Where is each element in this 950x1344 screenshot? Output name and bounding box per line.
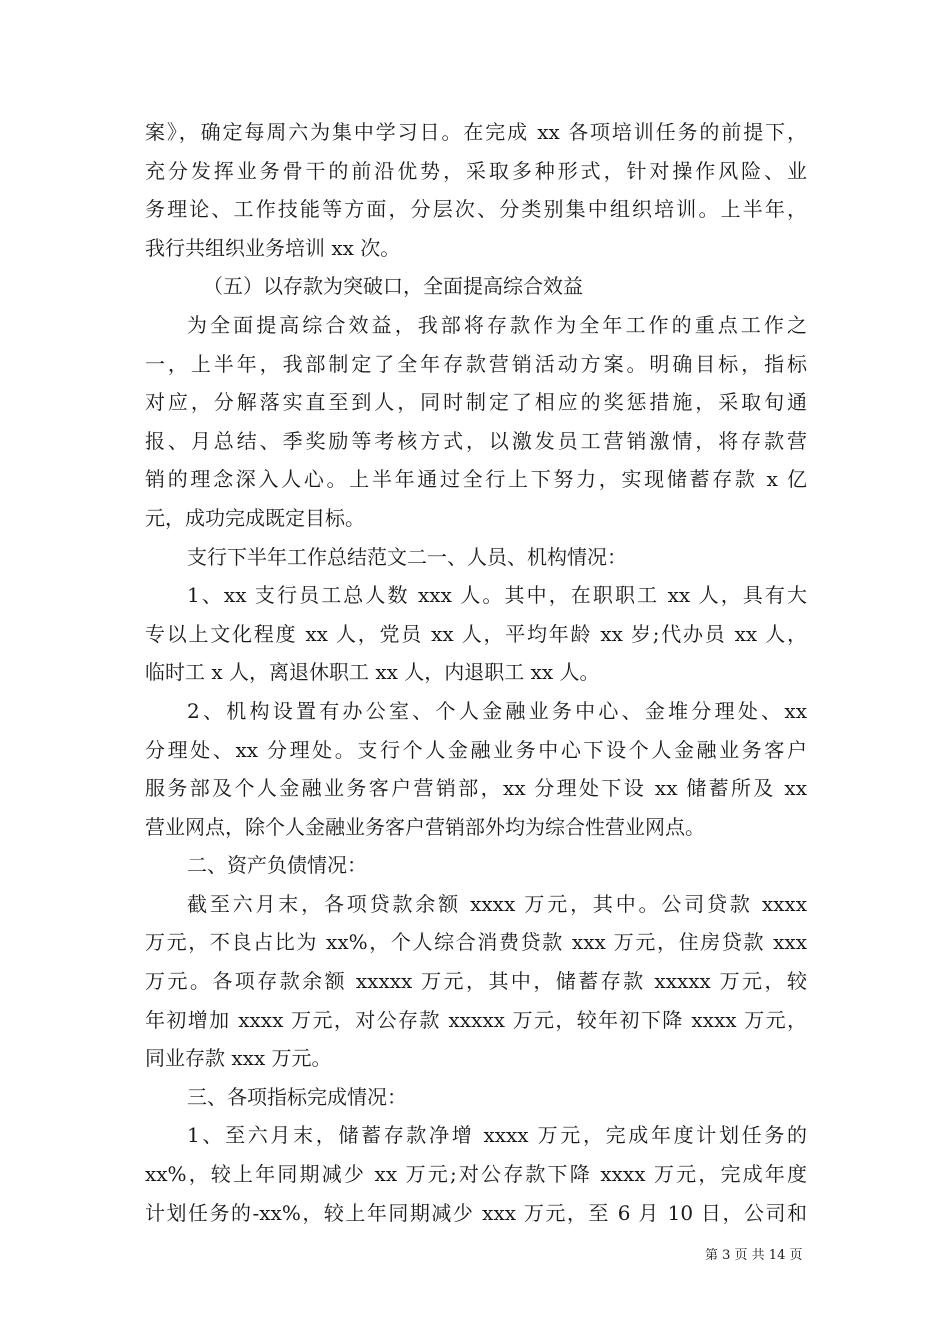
text-line: 1、至六月末，储蓄存款净增 xxxx 万元，完成年度计划任务的 [187, 1123, 807, 1148]
text-line: 一，上半年，我部制定了全年存款营销活动方案。明确目标，指标 [145, 351, 807, 376]
text-line: 年初增加 xxxx 万元，对公存款 xxxxx 万元，较年初下降 xxxx 万元， [145, 1007, 807, 1032]
text-line: 报、月总结、季奖励等考核方式，以激发员工营销激情，将存款营 [145, 428, 807, 453]
text-line: 为全面提高综合效益，我部将存款作为全年工作的重点工作之 [187, 312, 807, 337]
text-line: 三、各项指标完成情况： [187, 1084, 407, 1109]
text-line: 二、资产负债情况： [187, 853, 367, 878]
page-number: 第 3 页 共 14 页 [705, 1248, 803, 1263]
text-line: 计划任务的-xx%，较上年同期减少 xxx 万元，至 6 月 10 日，公司和 [145, 1200, 807, 1225]
text-line: xx%，较上年同期减少 xx 万元;对公存款下降 xxxx 万元，完成年度 [145, 1162, 807, 1187]
text-line: 销的理念深入人心。上半年通过全行上下努力，实现储蓄存款 x 亿 [145, 467, 807, 492]
text-line: 我行共组织业务培训 xx 次。 [145, 235, 401, 260]
text-line: 截至六月末，各项贷款余额 xxxx 万元，其中。公司贷款 xxxx [187, 891, 807, 916]
text-line: 务理论、工作技能等方面，分层次、分类别集中组织培训。上半年， [145, 197, 807, 222]
text-line: 万元。各项存款余额 xxxxx 万元，其中，储蓄存款 xxxxx 万元，较 [145, 969, 807, 994]
text-line: 专以上文化程度 xx 人，党员 xx 人，平均年龄 xx 岁;代办员 xx 人， [145, 621, 807, 646]
text-line: 1、xx 支行员工总人数 xxx 人。其中，在职职工 xx 人，具有大 [187, 583, 807, 608]
text-line: 案》，确定每周六为集中学习日。在完成 xx 各项培训任务的前提下， [145, 120, 807, 144]
text-line: 支行下半年工作总结范文二一、人员、机构情况： [187, 544, 627, 569]
text-line: 元，成功完成既定目标。 [145, 505, 365, 530]
text-line: 同业存款 xxx 万元。 [145, 1046, 332, 1071]
text-line: 对应，分解落实直至到人，同时制定了相应的奖惩措施，采取旬通 [145, 390, 807, 415]
text-line: 临时工 x 人，离退休职工 xx 人，内退职工 xx 人。 [145, 660, 600, 685]
text-line: 服务部及个人金融业务客户营销部，xx 分理处下设 xx 储蓄所及 xx [145, 776, 807, 801]
document-body [145, 113, 807, 1232]
text-line: 充分发挥业务骨干的前沿优势，采取多种形式，针对操作风险、业 [145, 158, 807, 183]
text-line: 分理处、xx 分理处。支行个人金融业务中心下设个人金融业务客户 [145, 737, 807, 762]
text-line: 万元，不良占比为 xx%，个人综合消费贷款 xxx 万元，住房贷款 xxx [145, 930, 807, 955]
text-line: 2、机构设置有办公室、个人金融业务中心、金堆分理处、xx [187, 698, 807, 723]
text-line: （五）以存款为突破口，全面提高综合效益 [203, 274, 583, 299]
text-line: 营业网点，除个人金融业务客户营销部外均为综合性营业网点。 [145, 814, 705, 839]
